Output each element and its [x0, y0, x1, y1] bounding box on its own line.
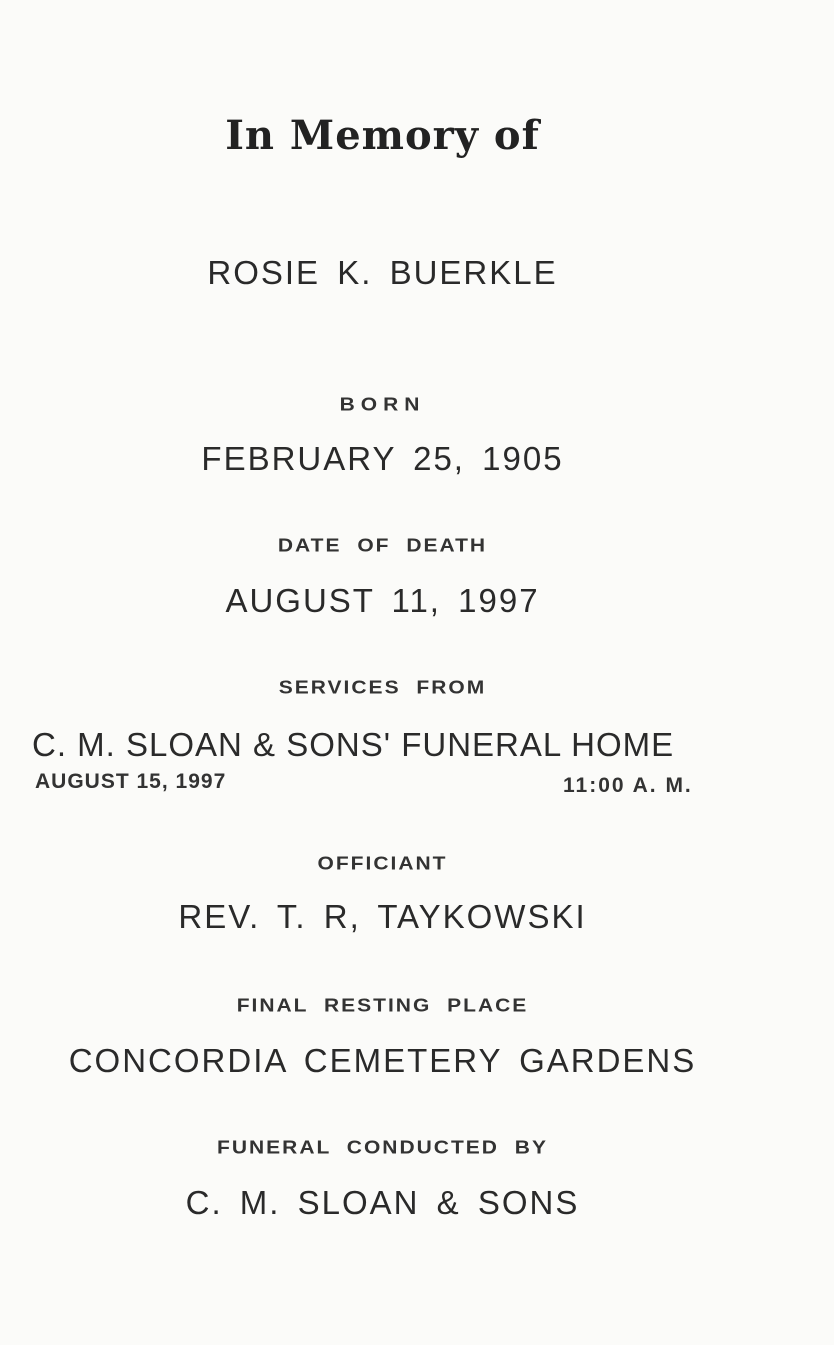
services-time: 11:00 A. M.	[563, 774, 693, 797]
resting-place-label: FINAL RESTING PLACE	[236, 995, 529, 1016]
deceased-name: ROSIE K. BUERKLE	[207, 254, 558, 291]
services-label: SERVICES FROM	[278, 677, 487, 698]
services-location: C. M. SLOAN & SONS' FUNERAL HOME	[32, 726, 675, 763]
card-heading: In Memory of	[225, 112, 540, 159]
services-date: AUGUST 15, 1997	[35, 770, 227, 793]
death-date: AUGUST 11, 1997	[225, 582, 540, 619]
born-label: BORN	[339, 394, 426, 415]
conducted-by-label: FUNERAL CONDUCTED BY	[217, 1137, 548, 1158]
officiant-name: REV. T. R, TAYKOWSKI	[178, 898, 587, 935]
born-date: FEBRUARY 25, 1905	[201, 440, 564, 477]
conducted-by: C. M. SLOAN & SONS	[185, 1184, 580, 1221]
resting-place: CONCORDIA CEMETERY GARDENS	[68, 1042, 697, 1079]
death-label: DATE OF DEATH	[277, 535, 488, 556]
officiant-label: OFFICIANT	[317, 853, 448, 874]
